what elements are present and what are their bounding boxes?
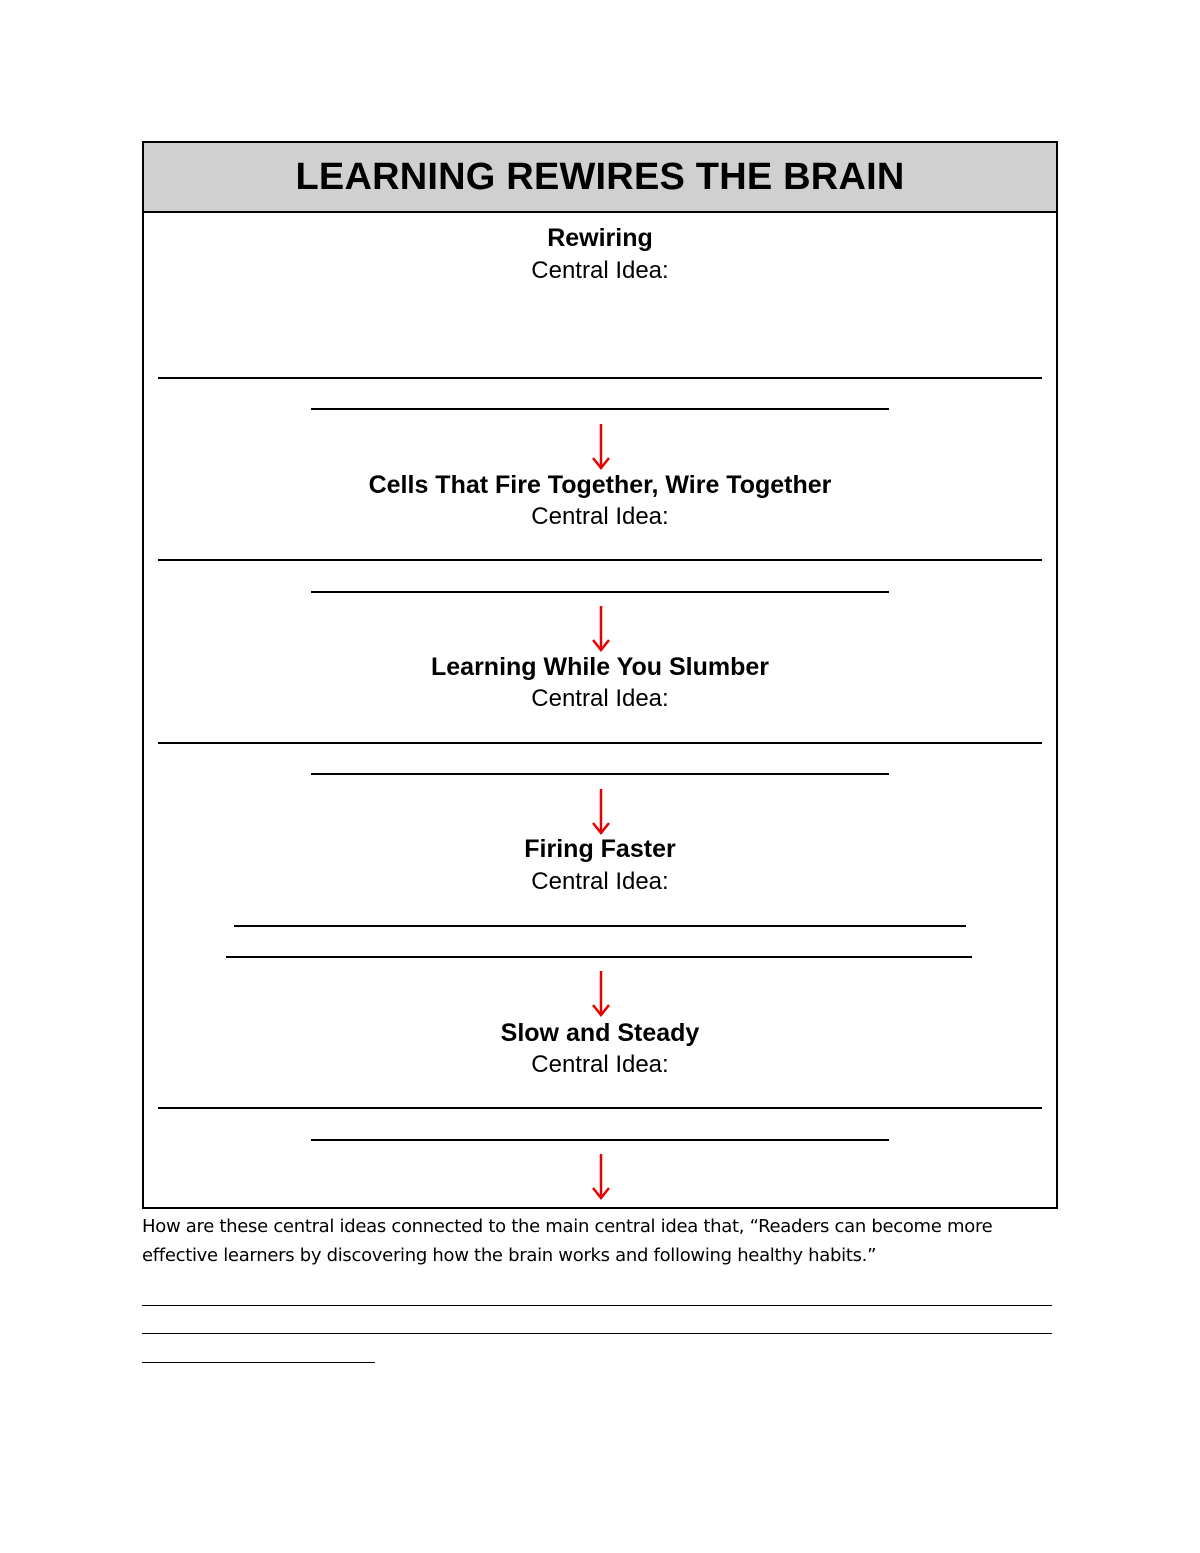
answer-line[interactable] (311, 773, 889, 775)
section-heading-cells-fire-together: Cells That Fire Together, Wire Together (368, 471, 832, 499)
answer-line[interactable] (158, 377, 1042, 379)
title-bar (144, 143, 1056, 213)
section-heading-slow-and-steady: Slow and Steady (500, 1019, 700, 1047)
down-arrow-icon (590, 424, 612, 470)
down-arrow-icon (590, 789, 612, 835)
response-line[interactable] (142, 1362, 375, 1363)
down-arrow-icon (590, 971, 612, 1017)
central-idea-label: Central Idea: (531, 503, 669, 530)
answer-line[interactable] (158, 742, 1042, 744)
central-idea-label: Central Idea: (531, 685, 669, 712)
page-title: LEARNING REWIRES THE BRAIN (295, 155, 905, 198)
central-idea-label: Central Idea: (531, 1051, 669, 1078)
section-heading-firing-faster: Firing Faster (524, 835, 676, 863)
section-heading-learning-while-you-slumber: Learning While You Slumber (430, 653, 769, 681)
answer-line[interactable] (311, 1139, 889, 1141)
central-idea-label: Central Idea: (531, 868, 669, 895)
answer-line[interactable] (311, 591, 889, 593)
section-heading-rewiring: Rewiring (547, 224, 653, 252)
central-idea-label: Central Idea: (531, 257, 669, 284)
answer-line[interactable] (226, 956, 972, 958)
answer-line[interactable] (158, 1107, 1042, 1109)
response-line[interactable] (142, 1305, 1052, 1306)
response-line[interactable] (142, 1333, 1052, 1334)
reflection-question: How are these central ideas connected to the main central idea that, “Readers can become more effective learners by discovering how the brain works and following healthy habits.” (142, 1216, 993, 1266)
down-arrow-icon (590, 606, 612, 652)
answer-line[interactable] (158, 559, 1042, 561)
answer-line[interactable] (311, 408, 889, 410)
answer-line[interactable] (234, 925, 966, 927)
down-arrow-icon (590, 1154, 612, 1200)
